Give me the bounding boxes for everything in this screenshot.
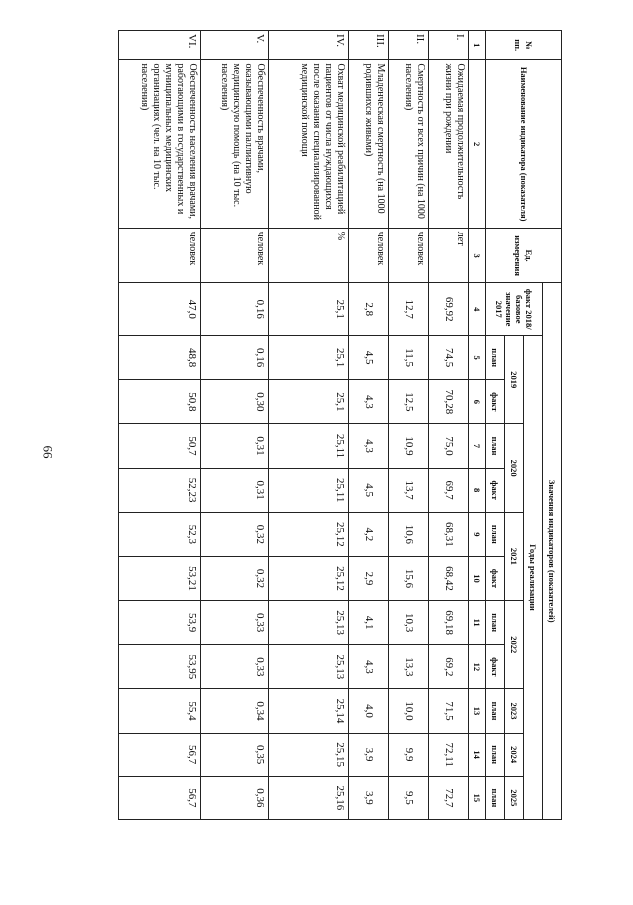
row-value: 53,95	[118, 645, 200, 689]
header-name: Наименование индикатора (показателя)	[486, 60, 562, 228]
sub-plan: план	[486, 424, 505, 468]
row-value: 72,7	[428, 776, 468, 819]
row-value: 70,28	[428, 380, 468, 424]
page-number: 66	[40, 445, 56, 459]
column-number: 6	[468, 380, 485, 424]
row-value: 69,18	[428, 601, 468, 645]
column-number: 11	[468, 601, 485, 645]
row-value: 25,1	[268, 380, 348, 424]
row-value: 0,16	[200, 336, 268, 380]
table-row	[200, 31, 268, 820]
row-unit: человек	[348, 228, 388, 283]
row-name: Охват медицинской реабилитацией пациентов от числа нуждающихся после оказания специализированной медицинской помощи	[268, 60, 348, 228]
row-value: 50,7	[118, 424, 200, 468]
row-name: Ожидаемая продолжительность жизни при рождении	[428, 60, 468, 228]
indicators-table	[118, 30, 562, 820]
row-value: 68,42	[428, 556, 468, 600]
column-number: 2	[468, 60, 485, 228]
row-value: 4,3	[348, 645, 388, 689]
column-number: 8	[468, 468, 485, 512]
row-value: 56,7	[118, 733, 200, 776]
row-unit: %	[268, 228, 348, 283]
row-value: 10,0	[388, 689, 428, 733]
row-value: 56,7	[118, 776, 200, 819]
column-number: 12	[468, 645, 485, 689]
row-value: 53,21	[118, 556, 200, 600]
column-number: 1	[468, 31, 485, 60]
row-num: V.	[200, 31, 268, 60]
year-2022: 2022	[505, 601, 524, 689]
row-value: 74,5	[428, 336, 468, 380]
sub-fact: факт	[486, 645, 505, 689]
sub-plan: план	[486, 512, 505, 556]
row-value: 10,6	[388, 512, 428, 556]
column-number: 15	[468, 776, 485, 819]
row-value: 0,33	[200, 601, 268, 645]
year-2020: 2020	[505, 424, 524, 512]
column-number: 3	[468, 228, 485, 283]
row-value: 50,8	[118, 380, 200, 424]
row-value: 0,32	[200, 556, 268, 600]
sub-plan: план	[486, 776, 505, 819]
row-value: 0,33	[200, 645, 268, 689]
column-number: 4	[468, 283, 485, 336]
column-number: 13	[468, 689, 485, 733]
row-value: 75,0	[428, 424, 468, 468]
row-value: 9,9	[388, 733, 428, 776]
row-value: 10,9	[388, 424, 428, 468]
row-value: 25,14	[268, 689, 348, 733]
row-unit: лет	[428, 228, 468, 283]
header-values-title: Значения индикаторов (показателей)	[543, 283, 562, 820]
row-value: 4,3	[348, 380, 388, 424]
row-value: 0,31	[200, 468, 268, 512]
row-value: 3,9	[348, 776, 388, 819]
header-fact: факт 2018/базовое значение 2017	[486, 283, 543, 336]
row-value: 0,34	[200, 689, 268, 733]
row-num: II.	[388, 31, 428, 60]
row-value: 13,7	[388, 468, 428, 512]
sub-plan: план	[486, 689, 505, 733]
row-value: 9,5	[388, 776, 428, 819]
row-num: VI.	[118, 31, 200, 60]
row-value: 12,5	[388, 380, 428, 424]
row-value: 0,35	[200, 733, 268, 776]
sub-fact: факт	[486, 468, 505, 512]
row-value: 4,2	[348, 512, 388, 556]
row-value: 68,31	[428, 512, 468, 556]
row-num: III.	[348, 31, 388, 60]
column-number: 7	[468, 424, 485, 468]
table-row	[118, 31, 200, 820]
sub-plan: план	[486, 601, 505, 645]
row-name: Обеспеченность населения врачами, работающими в государственных и муниципальных медицинских организациях (чел. на 10 тыс. населения)	[118, 60, 200, 228]
column-number: 14	[468, 733, 485, 776]
year-2023: 2023	[505, 689, 524, 733]
row-value: 4,0	[348, 689, 388, 733]
year-2025: 2025	[505, 776, 524, 819]
row-value: 52,23	[118, 468, 200, 512]
row-value: 25,1	[268, 336, 348, 380]
year-2024: 2024	[505, 733, 524, 776]
header-years-title: Годы реализации	[524, 336, 543, 820]
row-value: 2,8	[348, 283, 388, 336]
row-value: 11,5	[388, 336, 428, 380]
table-row	[388, 31, 428, 820]
column-number: 9	[468, 512, 485, 556]
row-unit: человек	[200, 228, 268, 283]
row-value: 25,15	[268, 733, 348, 776]
column-number: 10	[468, 556, 485, 600]
row-value: 52,3	[118, 512, 200, 556]
row-value: 25,12	[268, 512, 348, 556]
row-value: 25,16	[268, 776, 348, 819]
row-value: 0,31	[200, 424, 268, 468]
row-value: 4,1	[348, 601, 388, 645]
row-value: 4,5	[348, 468, 388, 512]
row-value: 0,36	[200, 776, 268, 819]
row-value: 10,3	[388, 601, 428, 645]
row-value: 4,5	[348, 336, 388, 380]
row-value: 15,6	[388, 556, 428, 600]
row-value: 25,12	[268, 556, 348, 600]
year-2021: 2021	[505, 512, 524, 600]
sub-fact: факт	[486, 380, 505, 424]
row-value: 3,9	[348, 733, 388, 776]
row-value: 53,9	[118, 601, 200, 645]
row-num: I.	[428, 31, 468, 60]
row-value: 55,4	[118, 689, 200, 733]
row-num: IV.	[268, 31, 348, 60]
row-unit: человек	[388, 228, 428, 283]
header-unit: Ед. измерения	[486, 228, 562, 283]
row-name: Обеспеченность врачами, оказывающими паллиативную медицинскую помощь (на 10 тыс. населения)	[200, 60, 268, 228]
row-value: 25,11	[268, 468, 348, 512]
row-value: 0,30	[200, 380, 268, 424]
row-value: 48,8	[118, 336, 200, 380]
table-row	[268, 31, 348, 820]
row-value: 0,16	[200, 283, 268, 336]
row-value: 72,11	[428, 733, 468, 776]
row-value: 4,3	[348, 424, 388, 468]
row-value: 25,11	[268, 424, 348, 468]
row-unit: человек	[118, 228, 200, 283]
sub-plan: план	[486, 336, 505, 380]
row-name: Младенческая смертность (на 1000 родившихся живыми)	[348, 60, 388, 228]
row-value: 69,2	[428, 645, 468, 689]
sub-plan: план	[486, 733, 505, 776]
sub-fact: факт	[486, 556, 505, 600]
row-name: Смертность от всех причин (на 1000 населения)	[388, 60, 428, 228]
row-value: 25,13	[268, 601, 348, 645]
table-row	[428, 31, 468, 820]
column-number: 5	[468, 336, 485, 380]
rotated-table-sheet	[92, 30, 562, 820]
row-value: 69,7	[428, 468, 468, 512]
row-value: 25,1	[268, 283, 348, 336]
row-value: 13,3	[388, 645, 428, 689]
row-value: 0,32	[200, 512, 268, 556]
table-row	[348, 31, 388, 820]
row-value: 25,13	[268, 645, 348, 689]
row-value: 2,9	[348, 556, 388, 600]
year-2019: 2019	[505, 336, 524, 424]
row-value: 71,5	[428, 689, 468, 733]
header-num: № пп.	[486, 31, 562, 60]
row-value: 69,92	[428, 283, 468, 336]
row-value: 12,7	[388, 283, 428, 336]
row-value: 47,0	[118, 283, 200, 336]
